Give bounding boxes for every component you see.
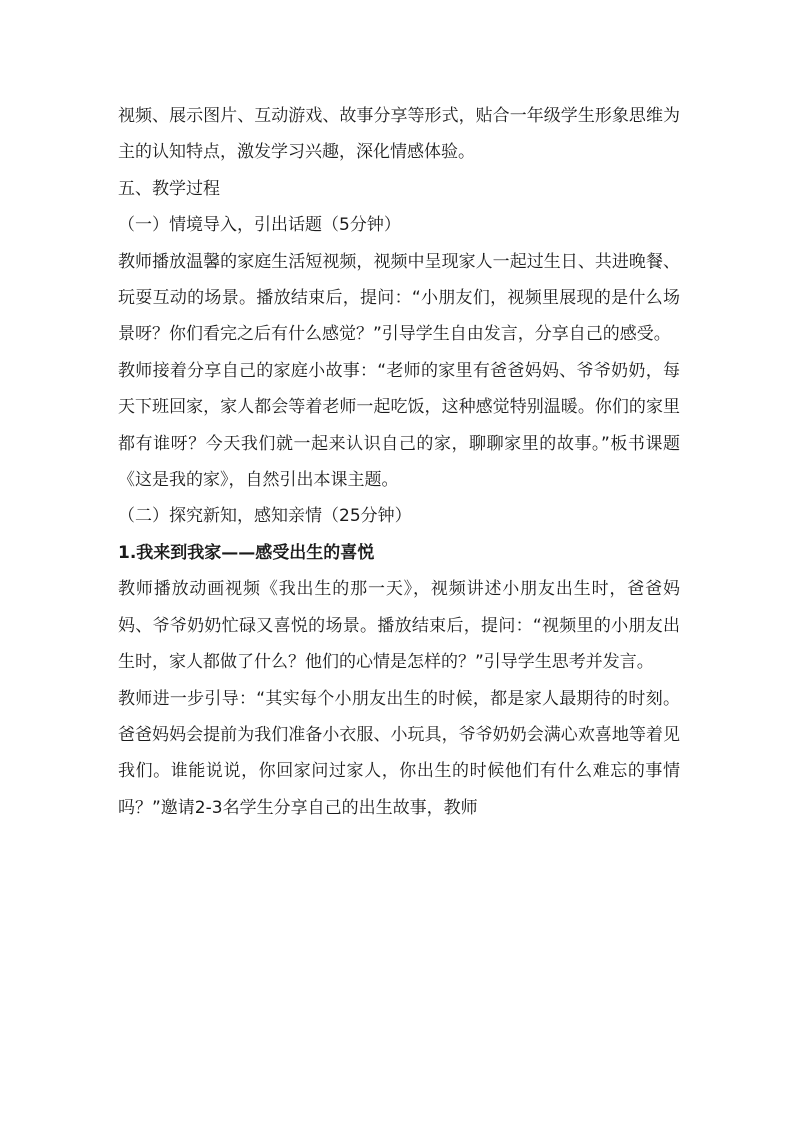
paragraph-video-intro: 教师播放温馨的家庭生活短视频，视频中呈现家人一起过生日、共进晚餐、玩耍互动的场景。播放结束后，提问：“小朋友们，视频里展现的是什么场景呀？你们看完之后有什么感觉？”引导学生自由发言，分享自己的感受。 [118,251,680,345]
document-body [118,98,680,826]
section-heading-teaching-process: 五、教学过程 [118,178,220,199]
paragraph-teacher-story: 教师接着分享自己的家庭小故事：“老师的家里有爸爸妈妈、爷爷奶奶，每天下班回家，家人都会等着老师一起吃饭，这种感觉特别温暖。你们的家里都有谁呀？今天我们就一起来认识自己的家，聊聊家里的故事。”板书课题《这是我的家》，自然引出本课主题。 [118,360,680,491]
item-heading-birth-joy: 1.我来到我家——感受出生的喜悦 [118,542,375,563]
paragraph-animation-video: 教师播放动画视频《我出生的那一天》，视频讲述小朋友出生时，爸爸妈妈、爷爷奶奶忙碌又喜悦的场景。播放结束后，提问：“视频里的小朋友出生时，家人都做了什么？他们的心情是怎样的？”引导学生思考并发言。 [118,579,680,673]
subsection-heading-scenario-intro: （一）情境导入，引出话题（5分钟） [118,215,401,236]
paragraph-intro-continuation: 视频、展示图片、互动游戏、故事分享等形式，贴合一年级学生形象思维为主的认知特点，激发学习兴趣，深化情感体验。 [118,106,680,163]
subsection-heading-explore: （二）探究新知，感知亲情（25分钟） [118,506,412,527]
paragraph-further-guidance: 教师进一步引导：“其实每个小朋友出生的时候，都是家人最期待的时刻。爸爸妈妈会提前为我们准备小衣服、小玩具，爷爷奶奶会满心欢喜地等着见我们。谁能说说，你回家问过家人，你出生的时候他们有什么难忘的事情吗？”邀请2-3名学生分享自己的出生故事，教师 [118,688,680,818]
